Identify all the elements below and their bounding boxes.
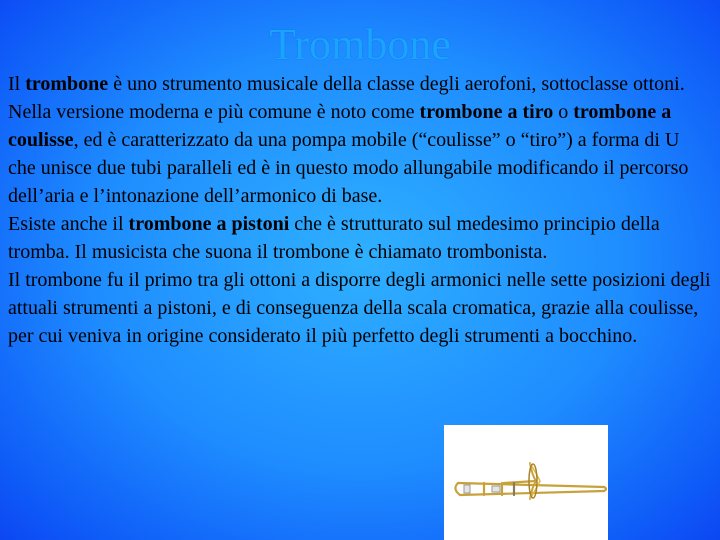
paragraph-3: Il trombone fu il primo tra gli ottoni a disporre degli armonici nelle sette posizioni degli attuali strumenti a pistoni, e di conseguenza della scala cromatica, grazie alla coulisse, per cui veniva in origine considerato il più perfetto degli strumenti a bocchino.	[8, 269, 711, 347]
trombone-image	[444, 425, 608, 540]
paragraph-1-bold-1: trombone	[25, 73, 109, 95]
paragraph-1-bold-2: trombone a tiro	[419, 101, 554, 123]
paragraph-1-text-4: , ed è caratterizzato da una pompa mobile (“coulisse” o “tiro”) a forma di U che unisce due tubi paralleli ed è in questo modo allungabile modificando il percorso dell’aria e l’intonazione dell’armonico di base.	[8, 129, 689, 207]
trombone-icon	[444, 425, 608, 540]
paragraph-2-text-1: Esiste anche il	[8, 213, 129, 235]
slide-body	[8, 70, 712, 350]
paragraph-1-text-1: Il	[8, 73, 26, 95]
paragraph-1	[8, 70, 712, 210]
paragraph-1-bold-3: trombone a coulisse	[8, 101, 672, 151]
paragraph-2-bold-1: trombone a pistoni	[128, 213, 290, 235]
paragraph-2-text-2: che è strutturato sul medesimo principio della tromba. Il musicista che suona il trombone è chiamato trombonista.	[8, 213, 660, 263]
paragraph-1-text-2: è uno strumento musicale della classe degli aerofoni, sottoclasse ottoni. Nella versione moderna e più comune è noto come	[8, 73, 685, 123]
paragraph-1-text-3: o	[553, 101, 574, 123]
slide-title: Trombone	[269, 20, 451, 69]
paragraph-2	[8, 210, 712, 266]
